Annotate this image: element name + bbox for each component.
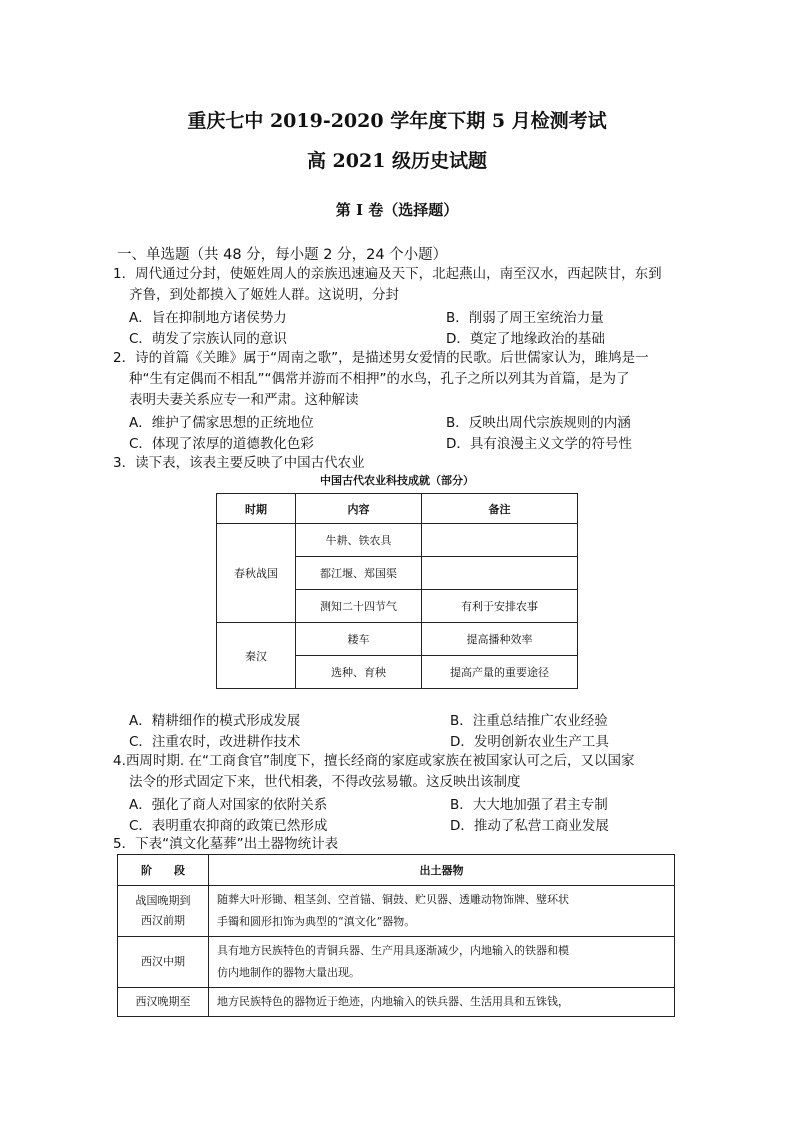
question-text: 种“生有定偶而不相乱”“偶常并游而不相押”的水鸟，孔子之所以列其为首篇，是为了: [129, 371, 630, 387]
stage-cell: 西汉中期: [118, 937, 209, 988]
artifact-cell: 地方民族特色的器物近于绝迹，内地输入的铁兵器、生活用具和五铢钱，: [209, 988, 675, 1017]
content-cell: 耧车: [296, 623, 422, 656]
option-a: A．精耕细作的模式形成发展: [129, 713, 301, 729]
option-a: A．维护了儒家思想的正统地位: [129, 415, 314, 431]
table-row: [217, 524, 578, 557]
question-1: [113, 264, 683, 306]
period-cell: 春秋战国: [217, 524, 296, 623]
table-header: 时期: [217, 494, 296, 524]
period-cell: 秦汉: [217, 623, 296, 689]
option-d: D．具有浪漫主义文学的符号性: [446, 436, 632, 452]
note-cell: 提高产量的重要途径: [422, 656, 578, 689]
question-text: 2．诗的首篇《关雎》属于“周南之歌”，是描述男女爱情的民歌。后世儒家认为，雎鸠是一: [113, 350, 649, 366]
exam-subtitle: 高 2021 级历史试题: [306, 150, 488, 172]
note-cell: [422, 557, 578, 590]
table-caption: 中国古代农业科技成就（部分）: [320, 474, 474, 487]
table-row: [118, 886, 675, 937]
question-text: 3．读下表，该表主要反映了中国古代农业: [113, 455, 365, 471]
stage-cell: 战国晚期到 西汉前期: [118, 886, 209, 937]
option-d: D．推动了私营工商业发展: [450, 818, 609, 834]
table-row: [118, 937, 675, 988]
question-text: 法令的形式固定下来，世代相袭，不得改弦易辙。这反映出该制度: [129, 774, 521, 790]
option-c: C．体现了浓厚的道德教化色彩: [129, 436, 314, 452]
note-cell: [422, 524, 578, 557]
artifact-cell: 具有地方民族特色的青铜兵器、生产用具逐渐减少，内地输入的铁器和模 仿内地制作的器物大量出现。: [209, 937, 675, 988]
option-b: B．注重总结推广农业经验: [450, 713, 608, 729]
note-cell: 提高播种效率: [422, 623, 578, 656]
option-b: B．削弱了周王室统治力量: [446, 310, 604, 326]
question-2: [113, 348, 683, 411]
question-text: 5．下表“滇文化墓葬”出土器物统计表: [113, 836, 339, 852]
option-d: D．奠定了地缘政治的基础: [446, 331, 605, 347]
option-c: C．注重农时，改进耕作技术: [129, 734, 301, 750]
content-cell: 测知二十四节气: [296, 590, 422, 623]
question-text: 表明夫妻关系应专一和严肃。这种解读: [129, 392, 359, 408]
table-header: 出土器物: [209, 855, 675, 886]
option-d: D．发明创新农业生产工具: [450, 734, 609, 750]
note-cell: 有利于安排农事: [422, 590, 578, 623]
table-header: 内容: [296, 494, 422, 524]
option-c: C．表明重农抑商的政策已然形成: [129, 818, 328, 834]
option-c: C．萌发了宗族认同的意识: [129, 331, 287, 347]
content-cell: 都江堰、郑国渠: [296, 557, 422, 590]
question-text: 1．周代通过分封，使姬姓周人的亲族迅速遍及天下，北起燕山，南至汉水，西起陕甘，东到: [113, 266, 662, 282]
dian-culture-table: [117, 854, 675, 1017]
stage-cell: 西汉晚期至: [118, 988, 209, 1017]
option-a: A．强化了商人对国家的依附关系: [129, 797, 328, 813]
table-header: 阶 段: [118, 855, 209, 886]
volume-heading: 第 I 卷（选择题）: [335, 201, 459, 219]
content-cell: 牛耕、铁农具: [296, 524, 422, 557]
option-b: B．大大地加强了君主专制: [450, 797, 608, 813]
table-row: [217, 623, 578, 656]
option-a: A．旨在抑制地方诸侯势力: [129, 310, 287, 326]
question-4: [113, 751, 683, 793]
artifact-cell: 随葬大叶形锄、粗茎剑、空首锚、铜鼓、贮贝器、透雕动物饰牌、璧环状 手镯和圆形扣饰为典型的“滇文化”器物。: [209, 886, 675, 937]
exam-title: 重庆七中 2019-2020 学年度下期 5 月检测考试: [187, 110, 607, 132]
question-text: 4.西周时期. 在“工商食官”制度下，擅长经商的家庭或家族在被国家认可之后，又以国家: [113, 753, 635, 769]
agriculture-table: [216, 493, 578, 689]
question-3: [113, 453, 683, 474]
question-5: [113, 834, 683, 855]
table-header: 备注: [422, 494, 578, 524]
section-heading: 一、单选题（共 48 分，每小题 2 分，24 个小题）: [117, 247, 448, 263]
question-text: 齐鲁，到处都摸入了姬姓人群。这说明，分封: [129, 287, 399, 303]
table-row: [118, 988, 675, 1017]
content-cell: 选种、育秧: [296, 656, 422, 689]
option-b: B．反映出周代宗族规则的内涵: [446, 415, 631, 431]
